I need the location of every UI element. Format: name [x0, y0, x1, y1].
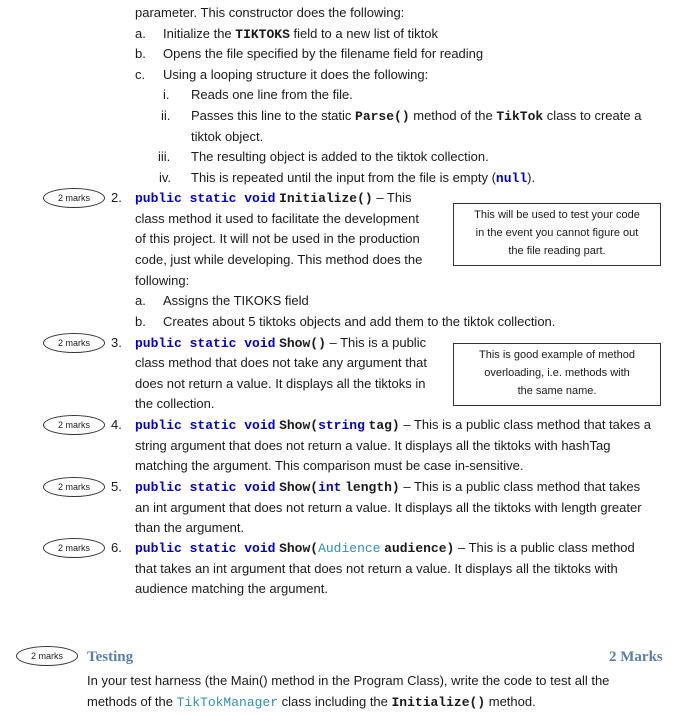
description-line: does not return a value. It displays all the tiktoks in — [135, 376, 426, 391]
description-line: following: — [135, 273, 190, 288]
note-line: This will be used to test your code — [474, 209, 640, 221]
description-line: class method it used to facilitate the development — [135, 211, 419, 226]
list-item: Passes this line to the static Parse() method of the TikTok class to create a — [191, 108, 642, 124]
method-signature: public static void Initialize() – This — [135, 190, 412, 206]
marks-badge: 2 marks — [43, 415, 105, 435]
description-line: string argument that does not return a value. It displays all the tiktoks with hashTag — [135, 438, 611, 453]
section-marks: 2 Marks — [609, 649, 663, 665]
marks-badge: 2 marks — [43, 333, 105, 353]
description-line: of this project. It will not be used in the production — [135, 231, 420, 246]
testing-line: In your test harness (the Main() method in the Program Class), write the code to test all the — [87, 673, 610, 688]
marks-badge: 2 marks — [43, 188, 105, 208]
list-marker: iv. — [159, 170, 172, 185]
list-marker: b. — [135, 46, 146, 61]
item-number: 6. — [111, 540, 122, 555]
note-line: the same name. — [517, 385, 597, 397]
method-signature: public static void Show(string tag) – This is a public class method that takes a — [135, 417, 651, 433]
list-item: Initialize the TIKTOKS field to a new list of tiktok — [163, 26, 438, 42]
list-item: Creates about 5 tiktoks objects and add them to the tiktok collection. — [163, 314, 556, 329]
note-line: This is good example of method — [479, 349, 635, 361]
list-item: The resulting object is added to the tiktok collection. — [191, 149, 489, 164]
marks-badge: 2 marks — [43, 477, 105, 497]
description-line: class method that does not take any argument that — [135, 355, 427, 370]
list-marker: i. — [163, 87, 170, 102]
note-box — [453, 343, 661, 406]
testing-line: methods of the TikTokManager class including the Initialize() method. — [87, 694, 536, 710]
description-line: an int argument that does not return a value. It displays all the tiktoks with length greater — [135, 500, 642, 515]
item-number: 4. — [111, 417, 122, 432]
description-line: audience matching the argument. — [135, 581, 328, 596]
list-item-continuation: tiktok object. — [191, 129, 264, 144]
item-number: 2. — [111, 190, 122, 205]
method-signature: public static void Show() – This is a public — [135, 335, 427, 351]
list-item: Using a looping structure it does the following: — [163, 67, 429, 82]
marks-badge: 2 marks — [16, 646, 78, 666]
list-item: This is repeated until the input from the file is empty (null). — [191, 170, 536, 186]
item-number: 3. — [111, 335, 122, 350]
intro-text: parameter. This constructor does the following: — [135, 5, 405, 20]
item-number: 5. — [111, 479, 122, 494]
description-line: than the argument. — [135, 520, 245, 535]
list-marker: a. — [135, 26, 146, 41]
description-line: code, just while developing. This method does the — [135, 252, 423, 267]
list-item: Opens the file specified by the filename field for reading — [163, 46, 484, 61]
section-heading-testing: Testing — [87, 649, 134, 665]
note-line: in the event you cannot figure out — [475, 227, 639, 239]
description-line: matching the argument. This comparison must be case in-sensitive. — [135, 458, 524, 473]
description-line: the collection. — [135, 396, 215, 411]
marks-badge: 2 marks — [43, 538, 105, 558]
method-signature: public static void Show(int length) – This is a public class method that takes — [135, 479, 641, 495]
list-marker: ii. — [161, 108, 171, 123]
list-marker: b. — [135, 314, 146, 329]
list-marker: iii. — [158, 149, 171, 164]
list-item: Assigns the TIKOKS field — [163, 293, 309, 308]
list-marker: a. — [135, 293, 146, 308]
description-line: that takes an int argument that does not return a value. It displays all the tiktoks with — [135, 561, 618, 576]
note-box — [453, 203, 661, 266]
list-marker: c. — [135, 67, 146, 82]
list-item: Reads one line from the file. — [191, 87, 353, 102]
note-line: the file reading part. — [508, 245, 606, 257]
note-line: overloading, i.e. methods with — [484, 367, 630, 379]
method-signature: public static void Show(Audience audience) – This is a public class method — [135, 540, 635, 556]
